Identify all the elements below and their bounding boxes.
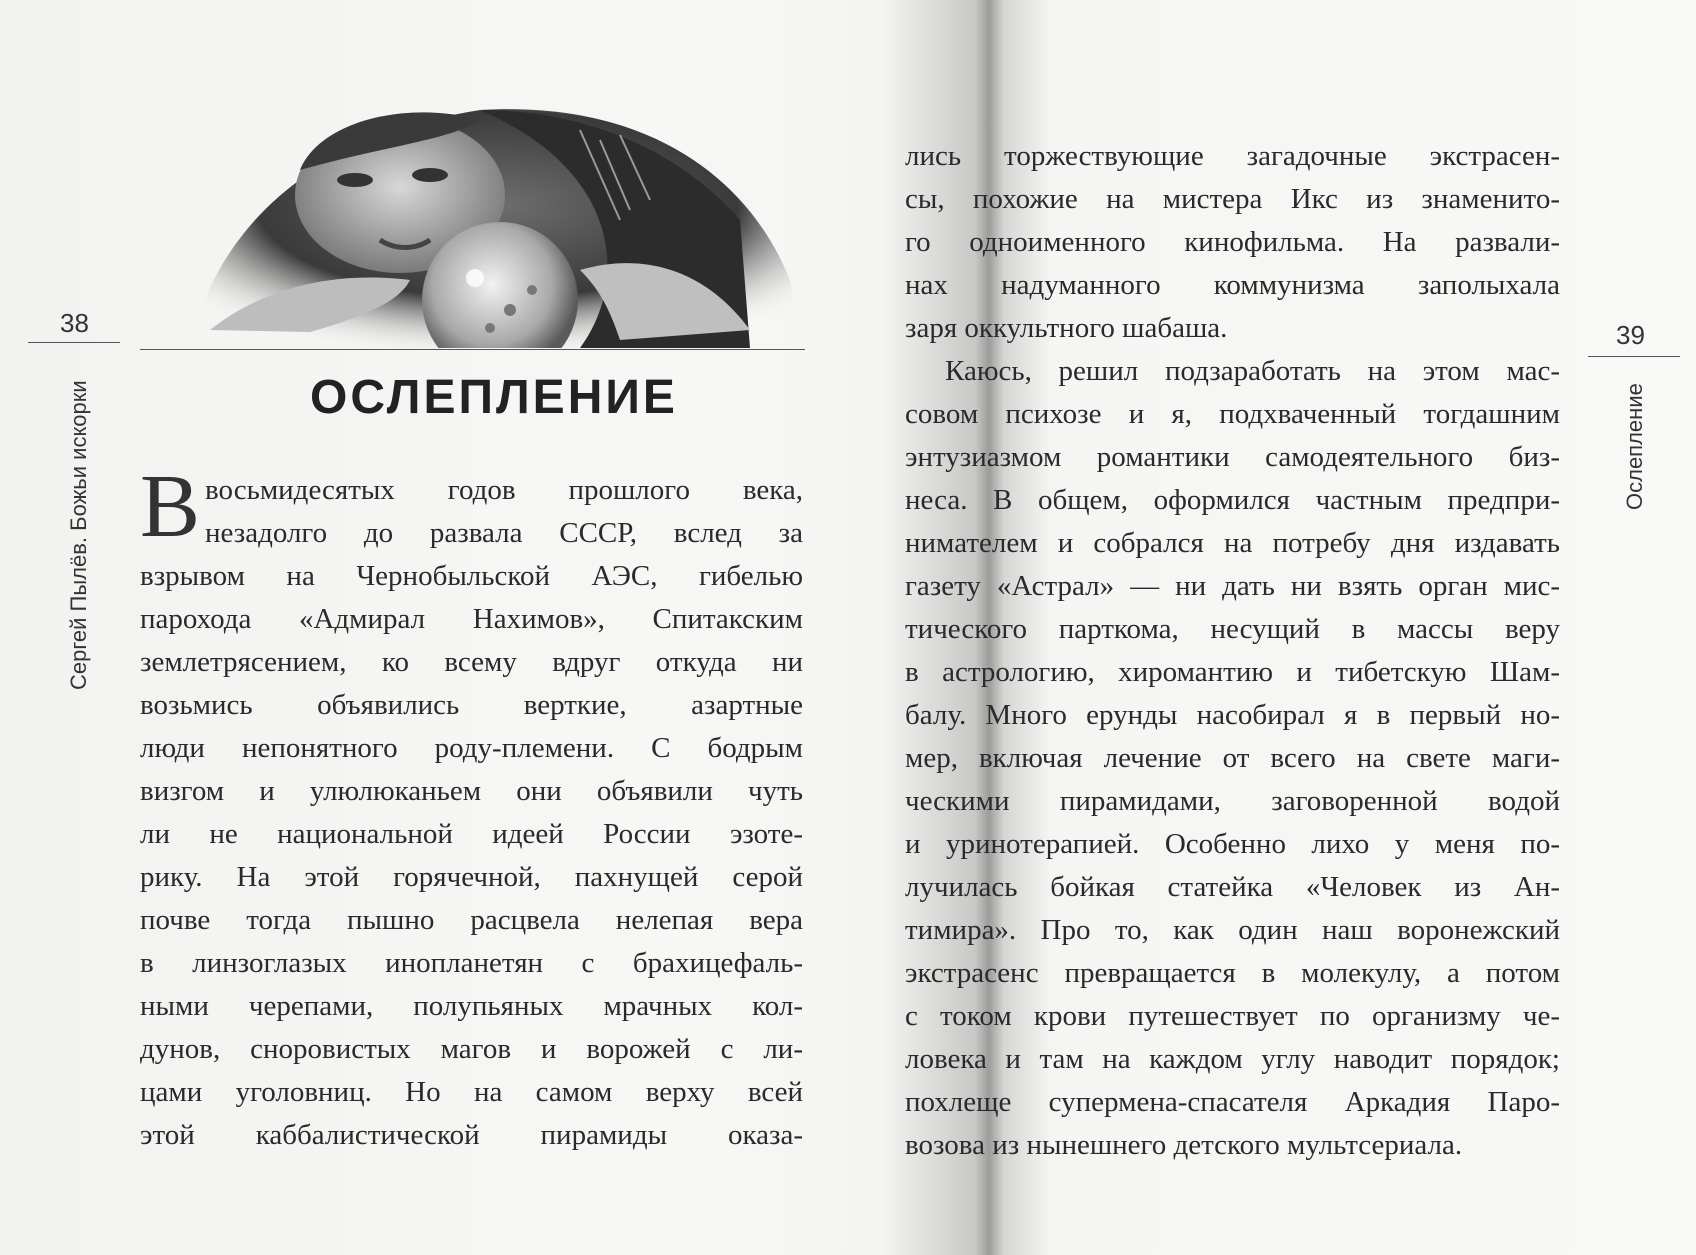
body-line: ли не национальной идеей России эзоте-: [140, 818, 803, 850]
body-line: совом психозе и я, подхваченный тогдашним: [905, 398, 1560, 430]
body-line: почве тогда пышно расцвела нелепая вера: [140, 904, 803, 936]
body-line: рику. На этой горячечной, пахнущей серой: [140, 861, 803, 893]
body-line: лись торжествующие загадочные экстрасен-: [905, 140, 1560, 172]
body-line: ловека и там на каждом углу наводит порядок;: [905, 1043, 1560, 1075]
illustration-baseline-rule: [140, 349, 805, 350]
body-line: нах надуманного коммунизма заполыхала: [905, 269, 1560, 301]
body-line: сы, похожие на мистера Икс из знаменито-: [905, 183, 1560, 215]
running-head-right: Ослепление: [1622, 383, 1647, 510]
body-line: землетрясением, ко всему вдруг откуда ни: [140, 646, 803, 678]
body-line: мер, включая лечение от всего на свете маги-: [905, 742, 1560, 774]
running-head-left: Сергей Пылёв. Божьи искорки: [66, 380, 91, 690]
body-line: го одноименного кинофильма. На развали-: [905, 226, 1560, 258]
drop-cap: В: [140, 457, 201, 556]
body-line: ческими пирамидами, заговоренной водой: [905, 785, 1560, 817]
body-line: парохода «Адмирал Нахимов», Спитакским: [140, 603, 803, 635]
body-line: визгом и улюлюканьем они объявили чуть: [140, 775, 803, 807]
body-line: незадолго до развала СССР, вслед за: [205, 517, 803, 549]
page-number-rule-left: [28, 342, 120, 343]
body-line: похлеще супермена-спасателя Аркадия Паро-: [905, 1086, 1560, 1118]
body-line: цами уголовниц. Но на самом верху всей: [140, 1076, 803, 1108]
body-line: возьмись объявились верткие, азартные: [140, 689, 803, 721]
page-number-right: 39: [1616, 320, 1645, 350]
body-line: балу. Много ерунды насобирал я в первый но-: [905, 699, 1560, 731]
body-line: возова из нынешнего детского мультсериала.: [905, 1129, 1463, 1161]
body-line: восьмидесятых годов прошлого века,: [205, 474, 803, 506]
body-line: заря оккультного шабаша.: [905, 312, 1228, 344]
body-line: дунов, сноровистых магов и ворожей с ли-: [140, 1033, 803, 1065]
body-line: тимира». Про то, как один наш воронежский: [905, 914, 1560, 946]
body-line: Каюсь, решил подзаработать на этом мас-: [945, 355, 1560, 387]
body-line: с током крови путешествует по организму че-: [905, 1000, 1560, 1032]
body-line: люди непонятного роду-племени. С бодрым: [140, 732, 803, 764]
body-line: ными черепами, полупьяных мрачных кол-: [140, 990, 803, 1022]
body-line: в линзоглазых инопланетян с брахицефаль-: [140, 947, 803, 979]
body-line: тического парткома, несущий в массы веру: [905, 613, 1560, 645]
body-line: экстрасенс превращается в молекулу, а потом: [905, 957, 1560, 989]
body-line: и уринотерапией. Особенно лихо у меня по-: [905, 828, 1560, 860]
body-line: взрывом на Чернобыльской АЭС, гибелью: [140, 560, 803, 592]
body-line: этой каббалистической пирамиды оказа-: [140, 1119, 803, 1151]
body-line: нимателем и собрался на потребу дня издавать: [905, 527, 1560, 559]
page-number-left: 38: [60, 308, 89, 338]
fortune-teller-illustration: [150, 100, 805, 348]
chapter-title: ОСЛЕПЛЕНИЕ: [310, 371, 678, 424]
body-line: энтузиазмом романтики самодеятельного биз-: [905, 441, 1560, 473]
body-line: лучилась бойкая статейка «Человек из Ан-: [905, 871, 1560, 903]
page-number-rule-right: [1588, 356, 1680, 357]
body-line: газету «Астрал» — ни дать ни взять орган мис-: [905, 570, 1560, 602]
body-line: неса. В общем, оформился частным предпри-: [905, 484, 1560, 516]
body-line: в астрологию, хиромантию и тибетскую Шам-: [905, 656, 1560, 688]
